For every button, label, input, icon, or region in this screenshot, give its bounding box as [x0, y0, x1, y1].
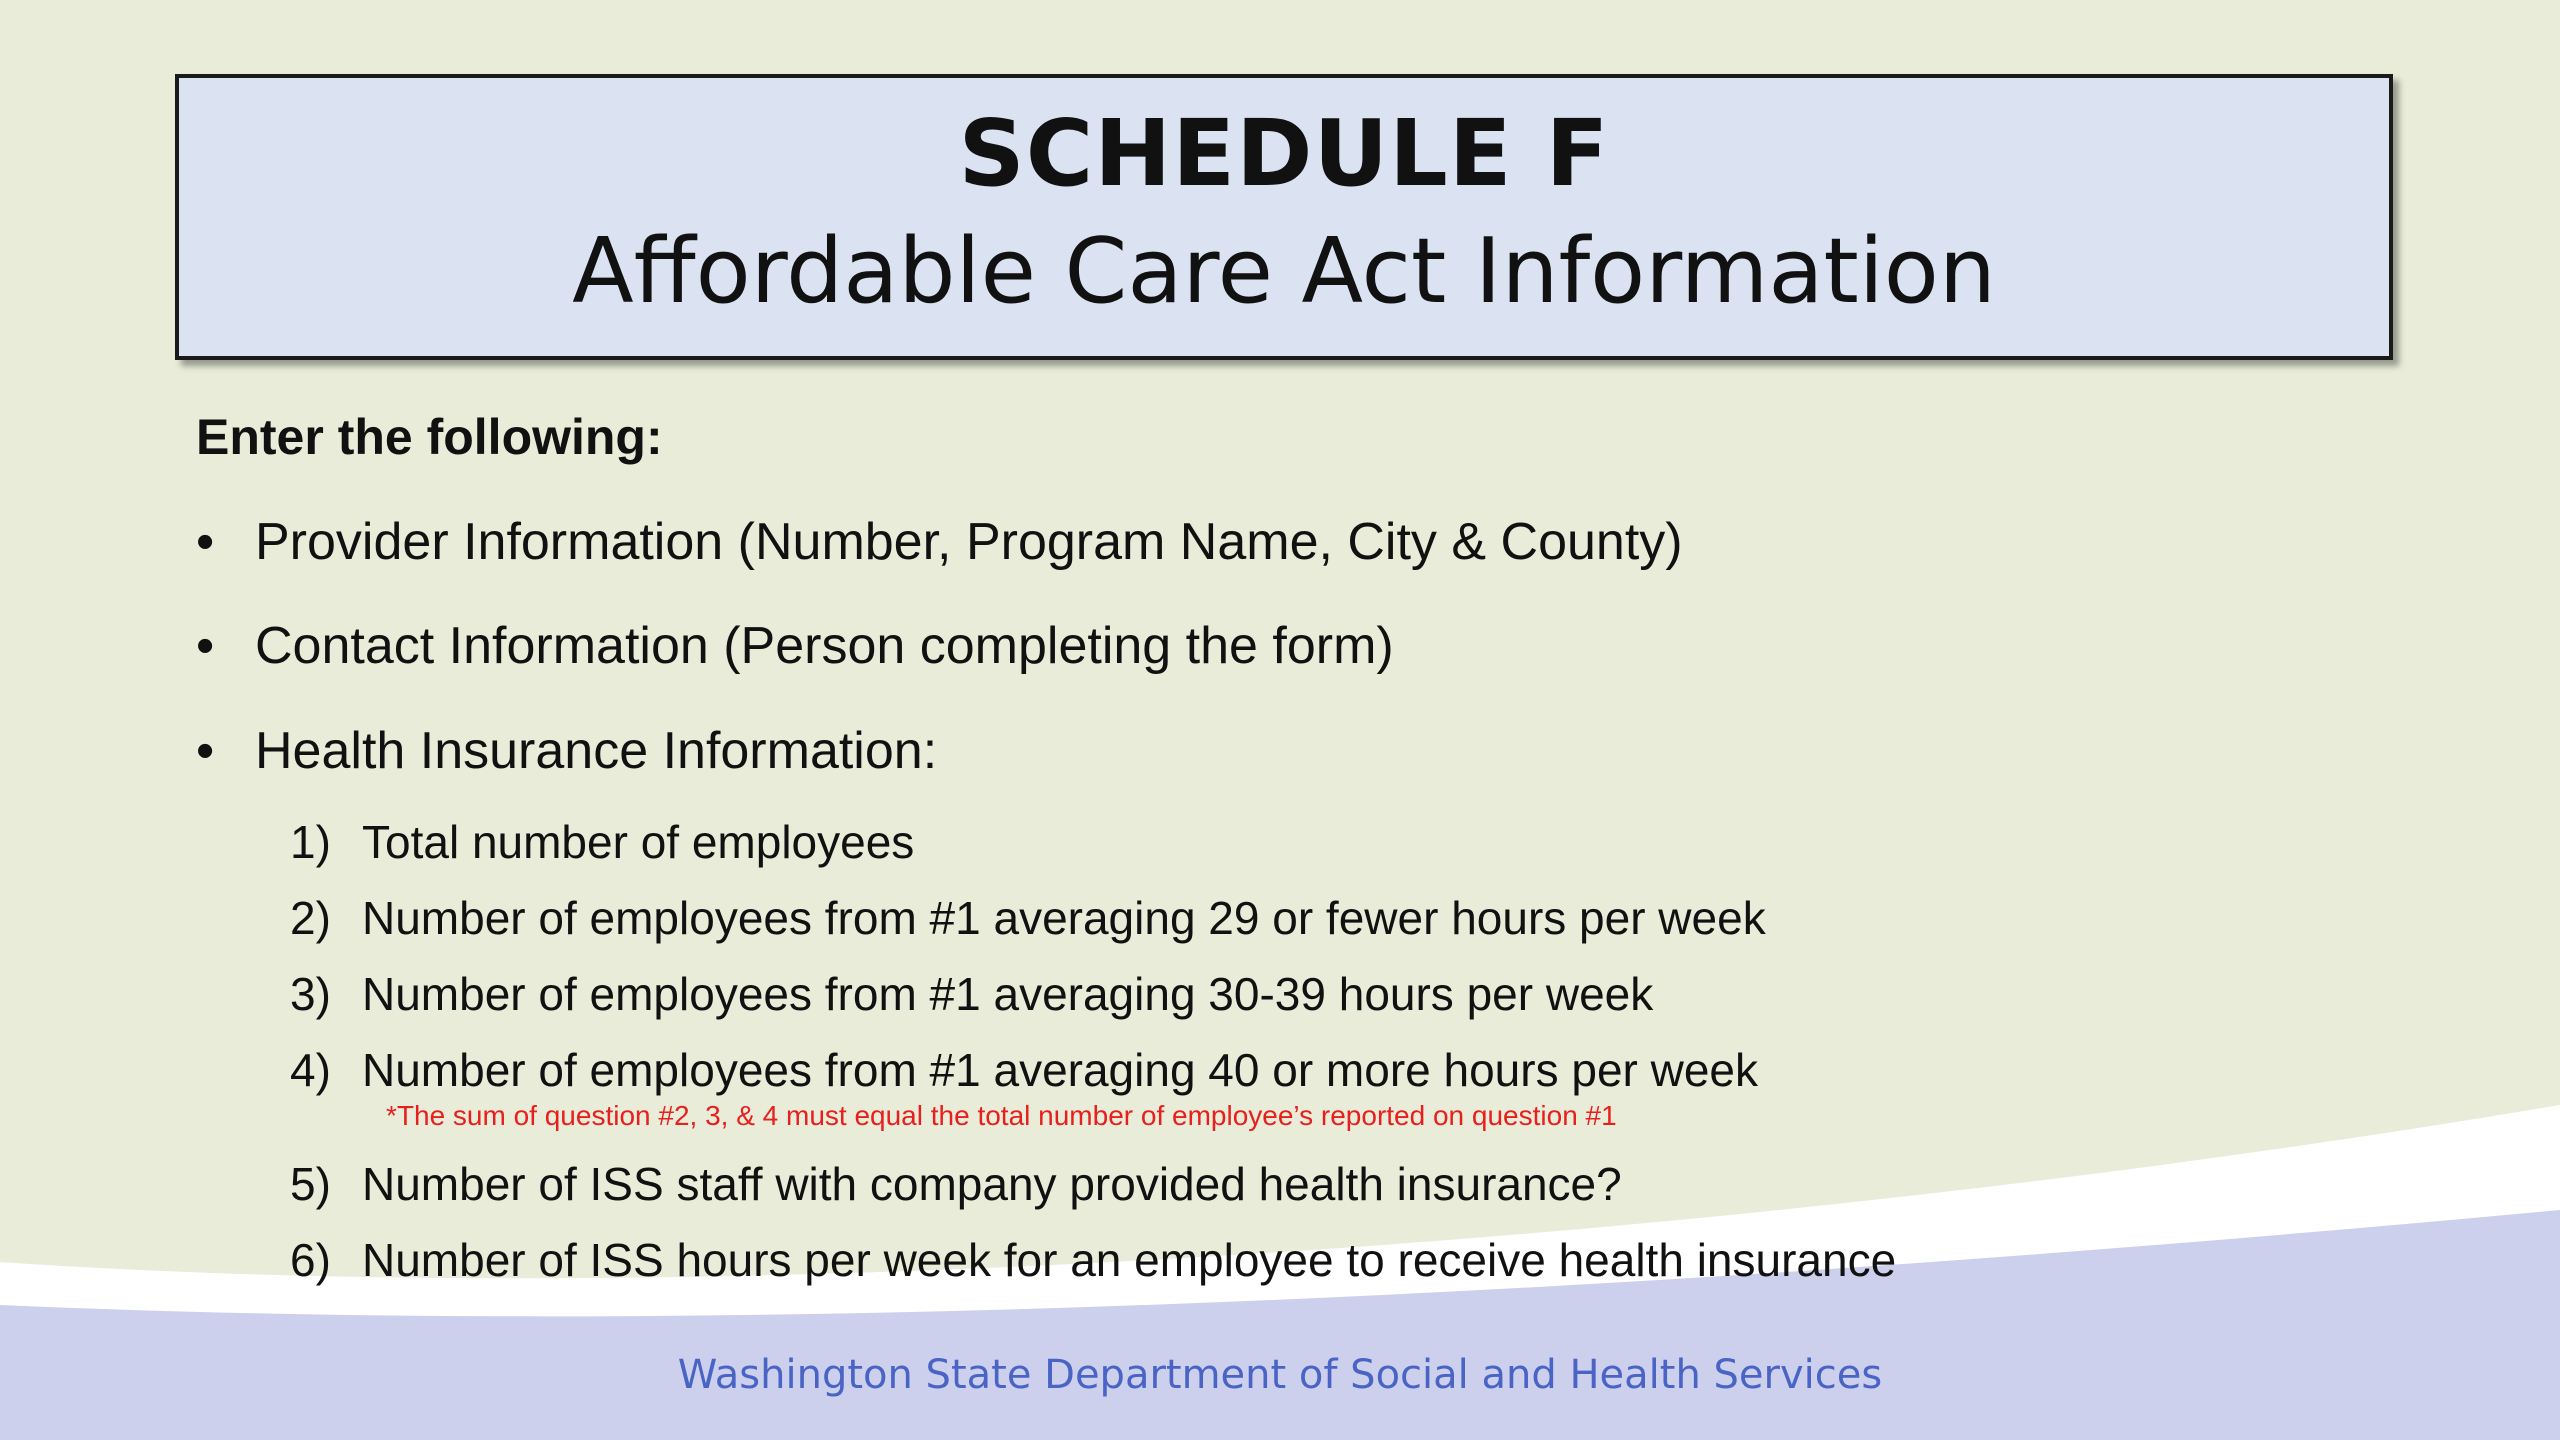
list-item [290, 1040, 1758, 1100]
bullet-contact-info [196, 613, 1394, 679]
list-text: Number of employees from #1 averaging 40 or more hours per week [362, 1044, 1759, 1096]
page-title: SCHEDULE F [958, 100, 1610, 207]
page-subtitle: Affordable Care Act Information [572, 219, 1996, 324]
title-box [175, 74, 2393, 360]
intro-heading: Enter the following: [196, 409, 663, 465]
list-item [290, 812, 914, 872]
list-text: Number of ISS hours per week for an employee to receive health insurance [362, 1234, 1897, 1286]
list-text: Total number of employees [362, 816, 915, 868]
list-number: 1) [290, 816, 331, 868]
list-text: Number of employees from #1 averaging 30-39 hours per week [362, 968, 1654, 1020]
footer-organization: Washington State Department of Social and Health Services [677, 1352, 1883, 1398]
list-number: 2) [290, 892, 331, 944]
list-text: Number of employees from #1 averaging 29 or fewer hours per week [362, 892, 1766, 944]
list-number: 3) [290, 968, 331, 1020]
list-item [290, 1154, 1622, 1214]
list-text: Number of ISS staff with company provided health insurance? [362, 1158, 1622, 1210]
bullet-health-insurance-info [196, 718, 937, 784]
bullet-text: Provider Information (Number, Program Name, City & County) [255, 513, 1683, 571]
list-number: 4) [290, 1044, 331, 1096]
sum-warning-note: *The sum of question #2, 3, & 4 must equal the total number of employee’s reported on question #1 [386, 1100, 1617, 1131]
list-number: 5) [290, 1158, 331, 1210]
list-item [290, 1230, 1896, 1290]
list-number: 6) [290, 1234, 331, 1286]
list-item [290, 964, 1653, 1024]
bullet-icon: • [196, 722, 215, 780]
bullet-icon: • [196, 513, 215, 571]
list-item [290, 888, 1766, 948]
bullet-text: Health Insurance Information: [255, 722, 938, 780]
bullet-icon: • [196, 617, 215, 675]
bullet-text: Contact Information (Person completing the form) [255, 617, 1394, 675]
bullet-provider-info [196, 509, 1683, 575]
